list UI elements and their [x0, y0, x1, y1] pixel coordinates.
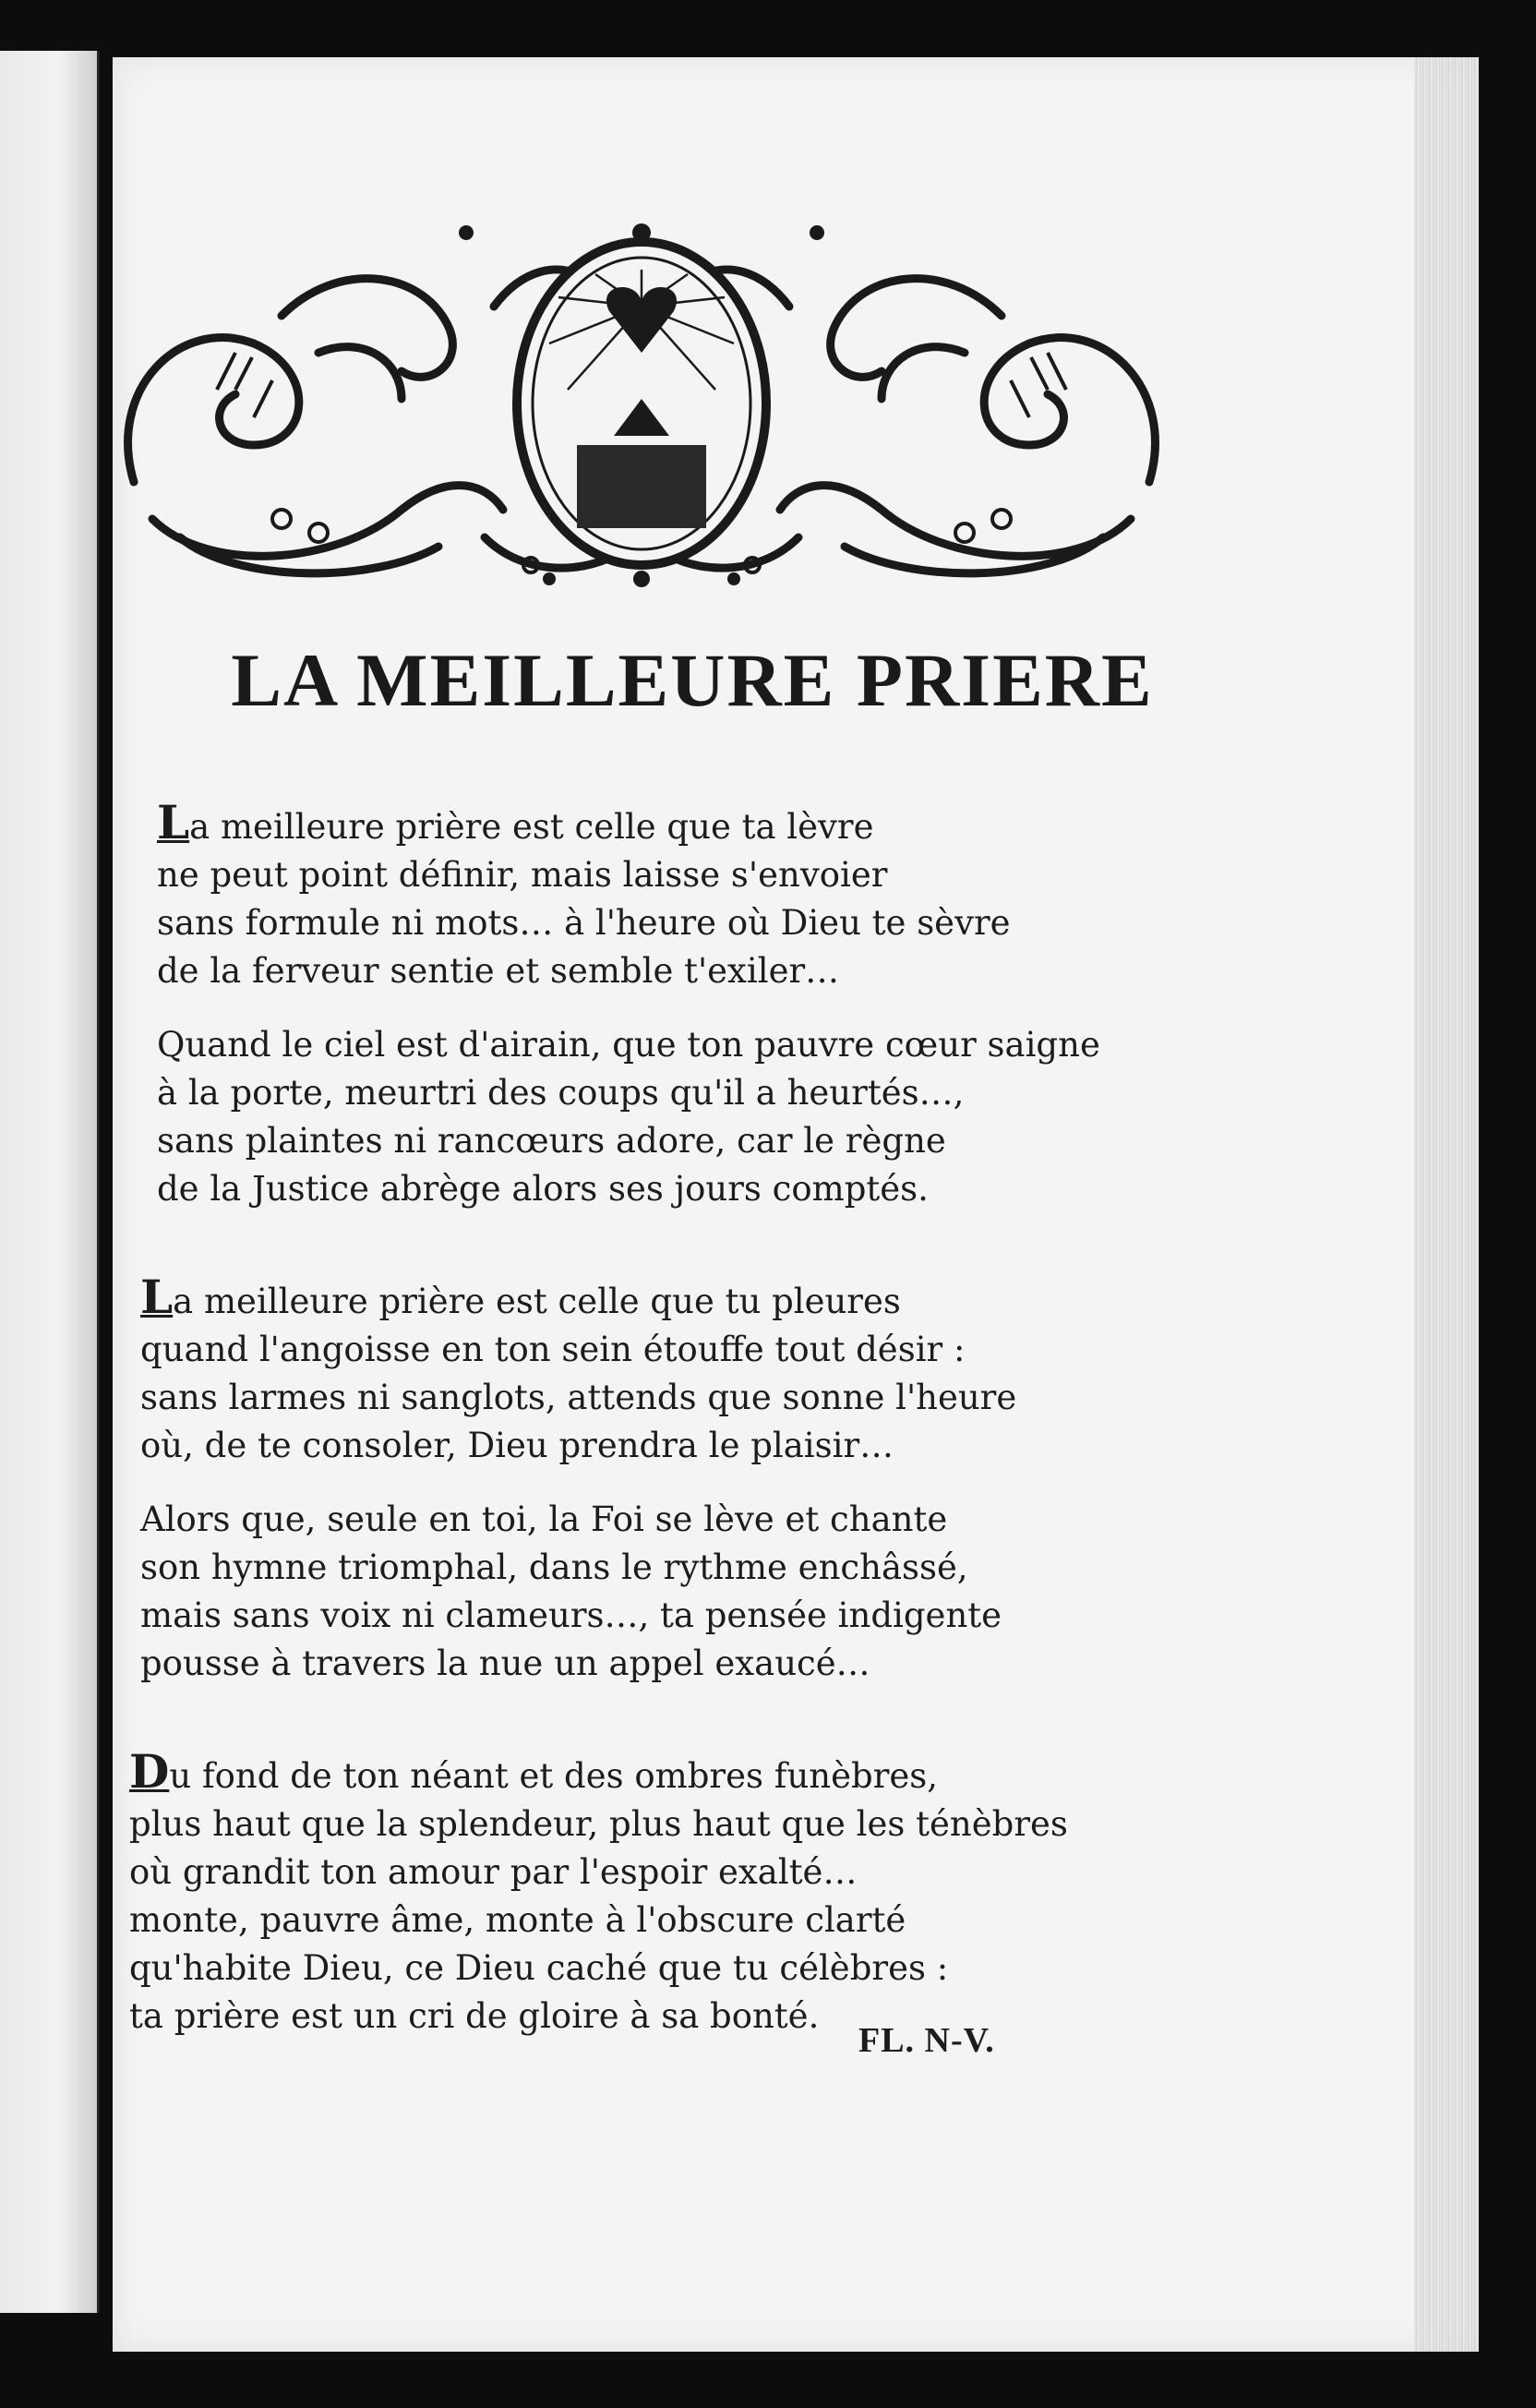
poem-line: de la Justice abrège alors ses jours comptés. [157, 1169, 929, 1209]
stanza-4 [120, 1496, 1228, 1688]
poem-title: LA MEILLEURE PRIERE [231, 638, 1154, 722]
poem-line: mais sans voix ni clameurs…, ta pensée indigente [140, 1595, 1002, 1635]
stanza-5 [120, 1744, 1228, 2041]
poem-line: La meilleure prière est celle que tu pleures [140, 1270, 901, 1324]
page-edges [1414, 57, 1479, 2352]
poem-line: où, de te consoler, Dieu prendra le plaisir… [140, 1426, 894, 1465]
author-signature: FL. N-V. [858, 2021, 995, 2060]
poem-line: pousse à travers la nue un appel exaucé… [140, 1643, 870, 1683]
poem-line: Du fond de ton néant et des ombres funèbres, [129, 1744, 939, 1799]
poem-line: à la porte, meurtri des coups qu'il a heurtés…, [157, 1073, 965, 1113]
stanza-2 [120, 1021, 1228, 1213]
dropcap: L [157, 795, 190, 849]
poem-line: ne peut point définir, mais laisse s'envoier [157, 855, 888, 895]
poem-line: sans formule ni mots… à l'heure où Dieu te sèvre [157, 903, 1011, 943]
dropcap: D [129, 1744, 170, 1799]
poem-line: son hymne triomphal, dans le rythme enchâssé, [140, 1547, 968, 1587]
poem-body [120, 795, 1228, 2066]
poem-line: sans plaintes ni rancœurs adore, car le règne [157, 1121, 946, 1161]
poem-line: où grandit ton amour par l'espoir exalté… [129, 1852, 858, 1892]
stanza-3 [120, 1270, 1228, 1470]
poem-line: monte, pauvre âme, monte à l'obscure clarté [129, 1900, 906, 1940]
poem-line: quand l'angoisse en ton sein étouffe tout désir : [140, 1330, 966, 1369]
poem-line: qu'habite Dieu, ce Dieu caché que tu célèbres : [129, 1948, 949, 1988]
dropcap: L [140, 1270, 174, 1324]
poem-line: La meilleure prière est celle que ta lèvre [157, 795, 874, 849]
poem-line: de la ferveur sentie et semble t'exiler… [157, 951, 840, 991]
stanza-1 [120, 795, 1228, 995]
sacred-heart-ornament-icon [97, 205, 1186, 593]
poem-line: Alors que, seule en toi, la Foi se lève et chante [140, 1499, 948, 1539]
facing-page-edge [0, 51, 100, 2313]
poem-line: Quand le ciel est d'airain, que ton pauvre cœur saigne [157, 1025, 1100, 1065]
poem-line: sans larmes ni sanglots, attends que sonne l'heure [140, 1378, 1017, 1417]
poem-line: plus haut que la splendeur, plus haut que les ténèbres [129, 1804, 1068, 1844]
poem-line: ta prière est un cri de gloire à sa bonté. [129, 1996, 820, 2036]
